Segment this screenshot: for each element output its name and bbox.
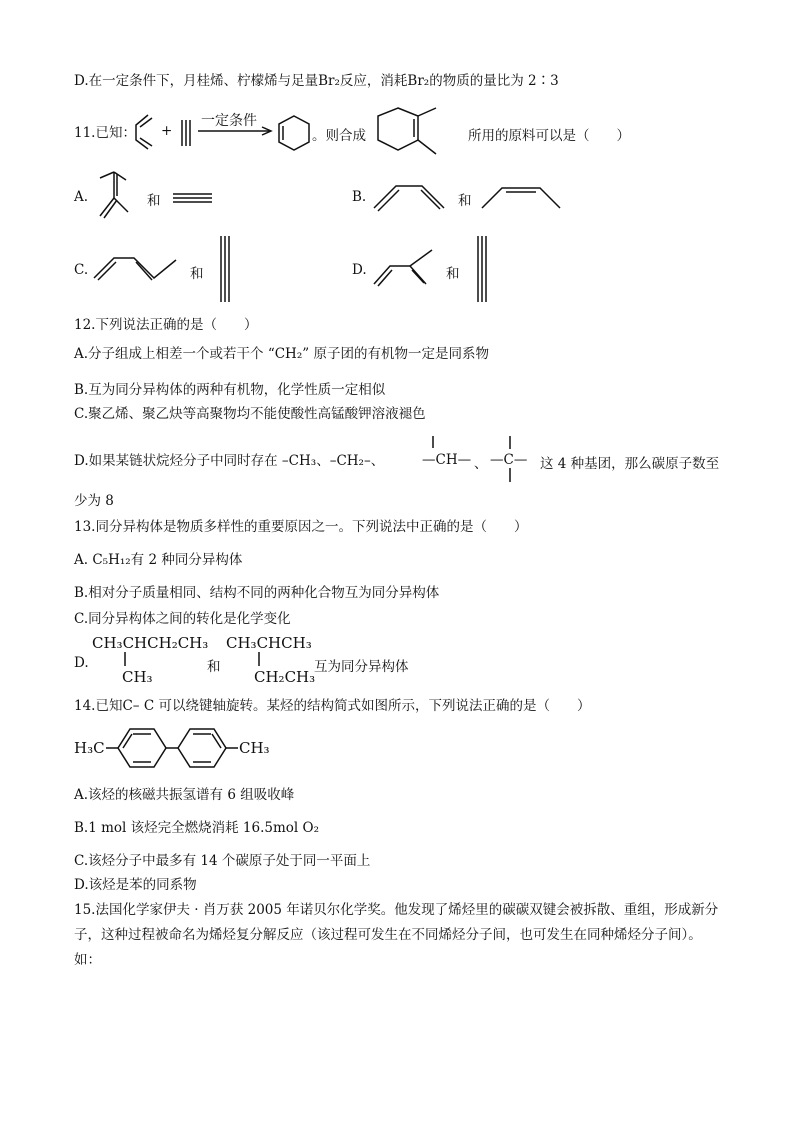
option-a-diene-structure — [92, 168, 140, 226]
ch-group-bond — [431, 436, 435, 450]
q12-option-d-post: 这 4 种基团，那么碳原子数至 — [540, 456, 720, 472]
and-text: 和 — [190, 266, 204, 282]
and-text: 和 — [147, 193, 161, 209]
q13-option-b: B.相对分子质量相同、结构不同的两种化合物互为同分异构体 — [74, 585, 440, 601]
option-b-alkene-structure — [480, 180, 564, 212]
q13-option-d-tail: 互为同分异构体 — [314, 659, 409, 675]
q15-line-2: 子，这种过程被命名为烯烃复分解反应（该过程可发生在不同烯烃分子间，也可发生在同种烯烃分子间）。 — [74, 927, 702, 943]
q14-option-b: B.1 mol 该烃完全燃烧消耗 16.5mol O₂ — [74, 820, 319, 836]
q11-option-d-label: D. — [352, 262, 367, 278]
q12-option-c: C.聚乙烯、聚乙炔等高聚物均不能使酸性高锰酸钾溶液褪色 — [74, 406, 426, 422]
quaternary-c-bonds — [508, 436, 512, 484]
and-text: 和 — [207, 659, 221, 675]
q12-option-a: A.分子组成上相差一个或若干个 “CH₂” 原子团的有机物一定是同系物 — [74, 346, 489, 362]
q11-option-c-label: C. — [74, 262, 89, 278]
q11-suffix: 所用的原料可以是（ ） — [468, 128, 630, 144]
q11-option-b-label: B. — [352, 189, 367, 205]
q13-option-d-label: D. — [74, 655, 89, 671]
option-c-alkyne-structure — [217, 234, 233, 304]
butadiene-structure — [130, 112, 156, 152]
q12-option-d-cont: 少为 8 — [74, 493, 114, 509]
separator: 、 — [474, 456, 488, 472]
q12-option-b: B.互为同分异构体的两种有机物，化学性质一定相似 — [74, 382, 386, 398]
plus-sign: + — [161, 123, 173, 139]
formula-1-branch-bond — [123, 652, 127, 668]
q14-option-d: D.该烃是苯的同系物 — [74, 877, 197, 893]
formula-2-main-chain: CH₃CHCH₃ — [226, 634, 312, 652]
q15-line-3: 如： — [74, 952, 101, 968]
and-text: 和 — [446, 266, 460, 282]
dimethylbiphenyl-structure — [106, 725, 240, 771]
q13-option-c: C.同分异构体之间的转化是化学变化 — [74, 611, 291, 627]
q14-option-c: C.该烃分子中最多有 14 个碳原子处于同一平面上 — [74, 853, 371, 869]
formula-1-main-chain: CH₃CHCH₂CH₃ — [92, 634, 209, 652]
q11-middle: 。则合成 — [312, 128, 366, 144]
formula-2-branch-bond — [257, 652, 261, 668]
q14-option-a: A.该烃的核磁共振氢谱有 6 组吸收峰 — [74, 787, 295, 803]
quaternary-c-group: —C— — [490, 452, 528, 468]
q11-prefix: 11.已知： — [74, 125, 136, 141]
q15-line-1: 15.法国化学家伊夫 · 肖万获 2005 年诺贝尔化学奖。他发现了烯烃里的碳碳双键会被拆散、重组，形成新分 — [74, 902, 719, 918]
formula-2-branch: CH₂CH₃ — [254, 668, 316, 686]
option-d-alkyne-structure — [474, 234, 490, 304]
and-text: 和 — [458, 193, 472, 209]
option-d-diene-structure — [372, 244, 442, 288]
q12-option-d-pre: D.如果某链状烷烃分子中同时存在 –CH₃、–CH₂–、 — [74, 453, 385, 469]
cyclohexene-structure — [276, 113, 312, 153]
methyl-right-label: CH₃ — [239, 739, 270, 757]
option-a-alkyne-structure — [172, 191, 214, 205]
formula-1-branch: CH₃ — [122, 668, 153, 686]
option-c-diene-structure — [92, 248, 180, 282]
q13-option-a: A. C₅H₁₂有 2 种同分异构体 — [74, 552, 243, 568]
methyl-left-label: H₃C — [74, 739, 105, 757]
q13-stem: 13.同分异构体是物质多样性的重要原因之一。下列说法中正确的是（ ） — [74, 519, 528, 535]
option-b-diene-structure — [372, 178, 448, 212]
alkyne-structure — [179, 118, 193, 148]
dimethylcyclohexene-structure — [370, 100, 444, 164]
reaction-arrow — [198, 126, 274, 136]
q10-option-d: D.在一定条件下，月桂烯、柠檬烯与足量Br₂反应，消耗Br₂的物质的量比为 2∶3 — [74, 73, 559, 89]
reaction-condition: 一定条件 — [201, 113, 257, 129]
ch-group: —CH— — [422, 452, 472, 468]
q12-stem: 12.下列说法正确的是（ ） — [74, 317, 258, 333]
q11-option-a-label: A. — [74, 189, 89, 205]
q14-stem: 14.已知C– C 可以绕键轴旋转。某烃的结构简式如图所示，下列说法正确的是（ ） — [74, 698, 591, 714]
